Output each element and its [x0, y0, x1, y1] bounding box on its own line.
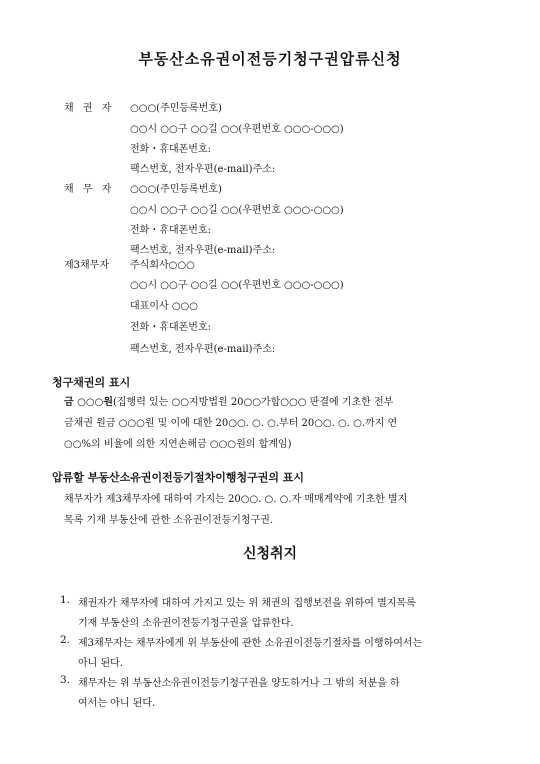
purpose-item-2-num: 2. [60, 634, 71, 646]
third-debtor-phone: 전화・휴대폰번호: [130, 322, 211, 333]
purpose-item-3-line-1: 채무자는 위 부동산소유권이전등기청구권을 양도하거나 그 밖의 처분을 하 [78, 678, 400, 689]
creditor-name: ○○○(주민등록번호) [130, 103, 222, 114]
claim-line-1-text: (집행력 있는 ○○지방법원 20○○가합○○○ 판결에 기초한 전부 [112, 397, 394, 408]
creditor-label: 채 권 자 [64, 103, 115, 114]
debtor-phone: 전화・휴대폰번호: [130, 225, 211, 236]
claim-line-2: 금채권 원금 ○○○원 및 이에 대한 20○○. ○. ○.부터 20○○. ○. ○.까지 연 [64, 418, 398, 429]
third-debtor-address: ○○시 ○○구 ○○길 ○○(우편번호 ○○○-○○○) [130, 280, 344, 291]
purpose-item-1-line-2: 기재 부동산의 소유권이전등기청구권을 압류한다. [78, 618, 294, 629]
debtor-address: ○○시 ○○구 ○○길 ○○(우편번호 ○○○-○○○) [130, 205, 344, 216]
seized-line-2: 목록 기재 부동산에 관한 소유권이전등기청구권. [64, 515, 274, 526]
third-debtor-label: 제3채무자 [64, 260, 110, 271]
purpose-item-1-num: 1. [60, 594, 71, 606]
claim-heading: 청구채권의 표시 [52, 376, 131, 389]
seized-heading: 압류할 부동산소유권이전등기절차이행청구권의 표시 [52, 471, 305, 484]
purpose-item-2-line-2: 아니 된다. [78, 658, 123, 669]
purpose-item-3-num: 3. [60, 674, 71, 686]
third-debtor-fax: 팩스번호, 전자우편(e-mail)주소: [130, 344, 276, 355]
creditor-fax: 팩스번호, 전자우편(e-mail)주소: [130, 164, 276, 175]
purpose-heading: 신청취지 [242, 546, 298, 562]
claim-line-1 [64, 393, 393, 408]
creditor-address: ○○시 ○○구 ○○길 ○○(우편번호 ○○○-○○○) [130, 124, 344, 135]
document-title: 부동산소유권이전등기청구권압류신청 [138, 50, 402, 68]
claim-amount: 금 ○○○원 [64, 397, 113, 408]
third-debtor-name: 주식회사○○○ [130, 260, 195, 271]
debtor-label: 채 무 자 [64, 184, 115, 195]
debtor-name: ○○○(주민등록번호) [130, 184, 222, 195]
creditor-phone: 전화・휴대폰번호: [130, 144, 211, 155]
claim-line-3: ○○%의 비율에 의한 지연손해금 ○○○원의 합계임) [64, 439, 292, 450]
seized-line-1: 채무자가 제3채무자에 대하여 가지는 20○○. ○. ○.자 매매계약에 기초한 별지 [64, 494, 408, 505]
purpose-item-2-line-1: 제3채무자는 채무자에게 위 부동산에 관한 소유권이전등기절차를 이행하여서는 [78, 638, 423, 649]
third-debtor-rep: 대표이사 ○○○ [130, 301, 198, 312]
purpose-item-3-line-2: 여서는 아니 된다. [78, 698, 156, 709]
debtor-fax: 팩스번호, 전자우편(e-mail)주소: [130, 245, 276, 256]
purpose-item-1-line-1: 채권자가 채무자에 대하여 가지고 있는 위 채권의 집행보전을 위하여 별지목록 [78, 598, 416, 609]
